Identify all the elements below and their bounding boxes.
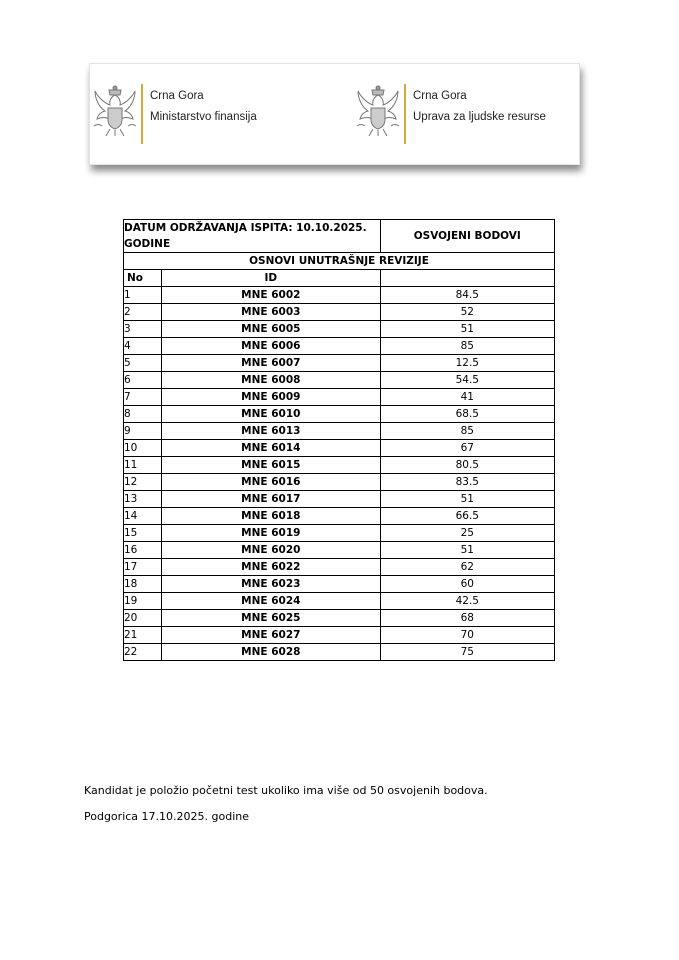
table-row [124, 593, 555, 610]
candidate-points: 42.5 [380, 593, 554, 610]
candidate-id: MNE 6007 [162, 355, 381, 372]
row-number: 10 [124, 440, 162, 457]
candidate-id: MNE 6003 [162, 304, 381, 321]
candidate-id: MNE 6027 [162, 627, 381, 644]
candidate-id: MNE 6015 [162, 457, 381, 474]
table-row [124, 610, 555, 627]
row-number: 9 [124, 423, 162, 440]
table-row [124, 576, 555, 593]
candidate-points: 51 [380, 321, 554, 338]
candidate-points: 67 [380, 440, 554, 457]
table-row [124, 321, 555, 338]
montenegro-coat-of-arms-icon [90, 82, 140, 140]
candidate-id: MNE 6023 [162, 576, 381, 593]
table-header-row [124, 220, 555, 253]
candidate-points: 62 [380, 559, 554, 576]
table-row [124, 542, 555, 559]
row-number: 2 [124, 304, 162, 321]
row-number: 6 [124, 372, 162, 389]
candidate-points: 68 [380, 610, 554, 627]
candidate-id: MNE 6014 [162, 440, 381, 457]
table-row [124, 355, 555, 372]
candidate-points: 68.5 [380, 406, 554, 423]
candidate-points: 84.5 [380, 287, 554, 304]
points-header: OSVOJENI BODOVI [380, 220, 554, 253]
candidate-points: 80.5 [380, 457, 554, 474]
candidate-points: 60 [380, 576, 554, 593]
row-number: 22 [124, 644, 162, 661]
col-no-header: No [124, 270, 162, 287]
candidate-id: MNE 6009 [162, 389, 381, 406]
candidate-id: MNE 6017 [162, 491, 381, 508]
row-number: 11 [124, 457, 162, 474]
candidate-points: 83.5 [380, 474, 554, 491]
table-row [124, 508, 555, 525]
table-row [124, 457, 555, 474]
candidate-points: 85 [380, 423, 554, 440]
place-and-date: Podgorica 17.10.2025. godine [84, 810, 249, 823]
candidate-points: 75 [380, 644, 554, 661]
candidate-points: 66.5 [380, 508, 554, 525]
table-row [124, 423, 555, 440]
section-title: OSNOVI UNUTRAŠNJE REVIZIJE [124, 253, 555, 270]
row-number: 4 [124, 338, 162, 355]
row-number: 18 [124, 576, 162, 593]
row-number: 20 [124, 610, 162, 627]
candidate-id: MNE 6016 [162, 474, 381, 491]
section-row [124, 253, 555, 270]
table-row [124, 338, 555, 355]
candidate-id: MNE 6028 [162, 644, 381, 661]
table-row [124, 287, 555, 304]
table-row [124, 440, 555, 457]
candidate-id: MNE 6005 [162, 321, 381, 338]
col-id-header: ID [162, 270, 381, 287]
candidate-points: 25 [380, 525, 554, 542]
column-header-row [124, 270, 555, 287]
row-number: 16 [124, 542, 162, 559]
candidate-id: MNE 6013 [162, 423, 381, 440]
table-row [124, 627, 555, 644]
row-number: 14 [124, 508, 162, 525]
candidate-id: MNE 6010 [162, 406, 381, 423]
header-banner [89, 63, 580, 165]
candidate-points: 51 [380, 491, 554, 508]
candidate-id: MNE 6019 [162, 525, 381, 542]
candidate-points: 12.5 [380, 355, 554, 372]
ministry-of-finance-text [150, 86, 257, 128]
table-row [124, 644, 555, 661]
exam-date-label: DATUM ODRŽAVANJA ISPITA: 10.10.2025. GODINE [124, 220, 381, 253]
country-name: Crna Gora [150, 90, 204, 102]
row-number: 12 [124, 474, 162, 491]
candidate-points: 70 [380, 627, 554, 644]
row-number: 8 [124, 406, 162, 423]
row-number: 17 [124, 559, 162, 576]
table-row [124, 525, 555, 542]
montenegro-coat-of-arms-icon [353, 82, 403, 140]
hr-administration-text [413, 86, 546, 128]
row-number: 21 [124, 627, 162, 644]
institution-name: Ministarstvo finansija [150, 111, 257, 123]
candidate-id: MNE 6002 [162, 287, 381, 304]
candidate-points: 52 [380, 304, 554, 321]
candidate-id: MNE 6006 [162, 338, 381, 355]
candidate-points: 51 [380, 542, 554, 559]
candidate-points: 85 [380, 338, 554, 355]
candidate-id: MNE 6020 [162, 542, 381, 559]
table-row [124, 406, 555, 423]
table-row [124, 304, 555, 321]
table-row [124, 474, 555, 491]
row-number: 1 [124, 287, 162, 304]
row-number: 7 [124, 389, 162, 406]
candidate-id: MNE 6025 [162, 610, 381, 627]
pass-criteria-note: Kandidat je položio početni test ukoliko ima više od 50 osvojenih bodova. [84, 784, 488, 797]
results-table [123, 219, 555, 661]
table-row [124, 372, 555, 389]
candidate-id: MNE 6024 [162, 593, 381, 610]
row-number: 13 [124, 491, 162, 508]
country-name: Crna Gora [413, 90, 467, 102]
candidate-id: MNE 6022 [162, 559, 381, 576]
row-number: 19 [124, 593, 162, 610]
accent-divider [404, 84, 406, 144]
row-number: 3 [124, 321, 162, 338]
col-points-header [380, 270, 554, 287]
accent-divider [141, 84, 143, 144]
row-number: 5 [124, 355, 162, 372]
candidate-id: MNE 6008 [162, 372, 381, 389]
candidate-id: MNE 6018 [162, 508, 381, 525]
candidate-points: 41 [380, 389, 554, 406]
institution-name: Uprava za ljudske resurse [413, 111, 546, 123]
table-row [124, 559, 555, 576]
table-row [124, 389, 555, 406]
candidate-points: 54.5 [380, 372, 554, 389]
table-row [124, 491, 555, 508]
row-number: 15 [124, 525, 162, 542]
